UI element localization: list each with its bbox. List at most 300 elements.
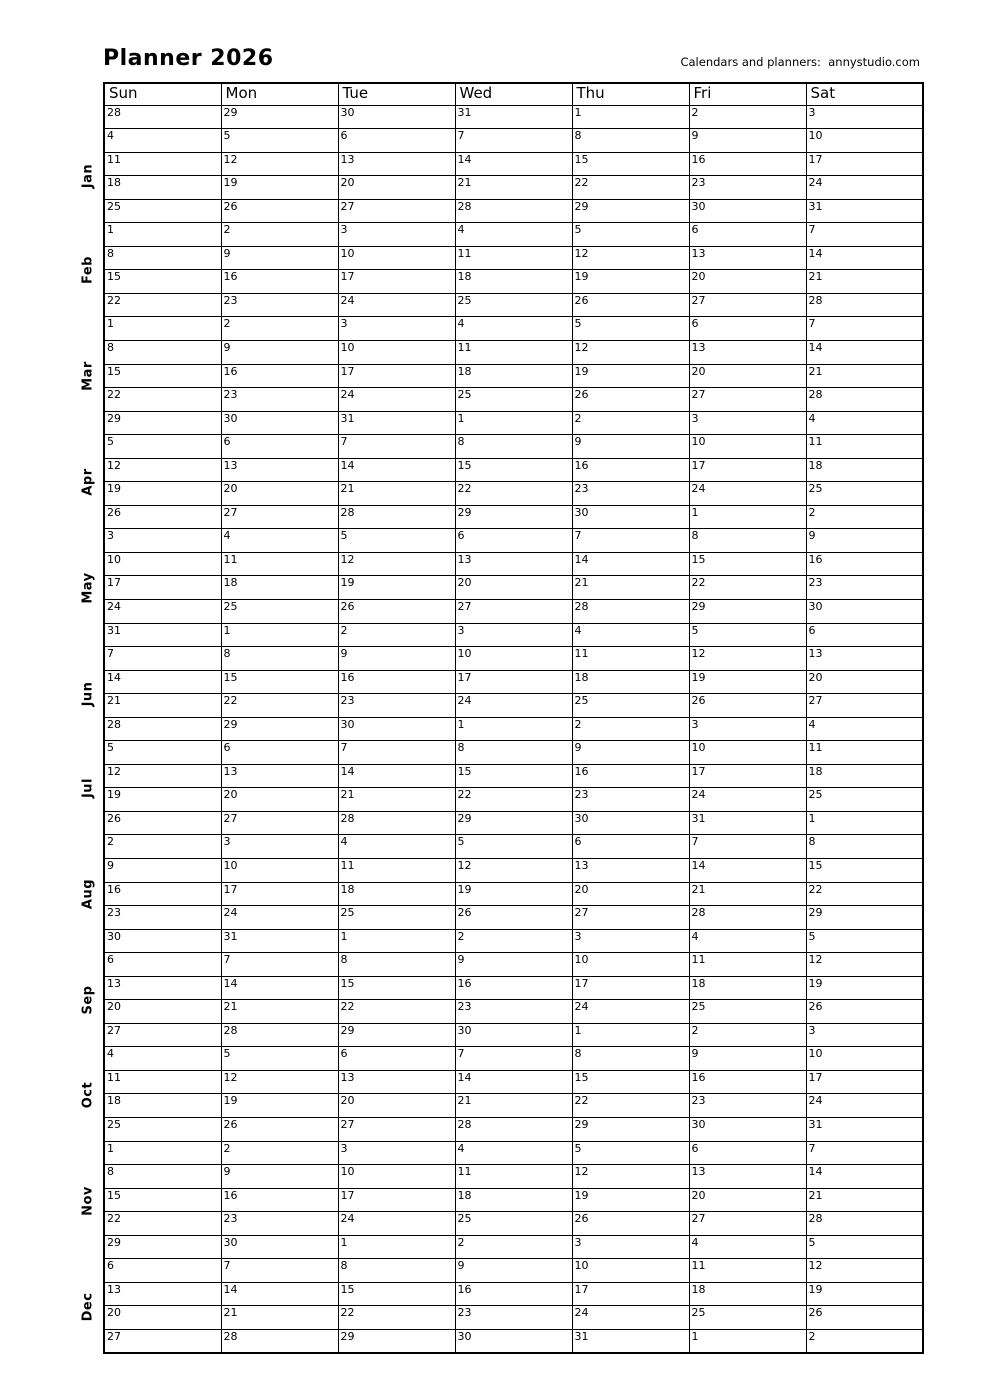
week-row (104, 411, 923, 435)
day-cell: 14 (806, 1165, 923, 1189)
day-cell: 30 (221, 411, 338, 435)
day-cell: 31 (689, 811, 806, 835)
day-cell: 17 (338, 1188, 455, 1212)
day-cell: 7 (572, 529, 689, 553)
day-cell: 31 (455, 105, 572, 129)
day-cell: 8 (455, 435, 572, 459)
day-cell: 29 (338, 1329, 455, 1353)
day-cell: 11 (104, 1070, 221, 1094)
day-cell: 30 (806, 599, 923, 623)
day-cell: 25 (221, 599, 338, 623)
week-row (104, 129, 923, 153)
day-cell: 27 (689, 1212, 806, 1236)
week-row (104, 529, 923, 553)
day-cell: 14 (221, 1282, 338, 1306)
day-cell: 30 (338, 717, 455, 741)
month-label-jun: Jun (80, 681, 96, 707)
day-cell: 4 (338, 835, 455, 859)
day-cell: 22 (338, 1306, 455, 1330)
weekday-header-row (104, 83, 923, 105)
day-cell: 16 (221, 364, 338, 388)
day-cell: 8 (338, 953, 455, 977)
day-cell: 30 (221, 1235, 338, 1259)
day-cell: 1 (572, 105, 689, 129)
day-cell: 10 (221, 859, 338, 883)
day-cell: 13 (104, 976, 221, 1000)
day-cell: 1 (338, 929, 455, 953)
day-cell: 21 (806, 1188, 923, 1212)
day-cell: 25 (806, 482, 923, 506)
day-cell: 2 (572, 411, 689, 435)
day-cell: 9 (221, 246, 338, 270)
day-cell: 10 (338, 246, 455, 270)
weekday-header: Sun (104, 83, 221, 105)
day-cell: 22 (689, 576, 806, 600)
day-cell: 14 (455, 1070, 572, 1094)
day-cell: 28 (806, 388, 923, 412)
week-row (104, 1000, 923, 1024)
day-cell: 9 (572, 741, 689, 765)
day-cell: 10 (689, 741, 806, 765)
day-cell: 30 (338, 105, 455, 129)
day-cell: 1 (338, 1235, 455, 1259)
day-cell: 13 (221, 458, 338, 482)
day-cell: 22 (104, 388, 221, 412)
day-cell: 27 (689, 293, 806, 317)
day-cell: 7 (806, 317, 923, 341)
day-cell: 17 (104, 576, 221, 600)
day-cell: 30 (689, 199, 806, 223)
day-cell: 24 (572, 1306, 689, 1330)
day-cell: 23 (455, 1000, 572, 1024)
day-cell: 2 (689, 1023, 806, 1047)
day-cell: 7 (221, 953, 338, 977)
day-cell: 10 (572, 953, 689, 977)
day-cell: 19 (572, 270, 689, 294)
day-cell: 25 (455, 1212, 572, 1236)
day-cell: 5 (572, 317, 689, 341)
day-cell: 20 (689, 270, 806, 294)
week-row (104, 435, 923, 459)
day-cell: 14 (455, 152, 572, 176)
day-cell: 18 (455, 364, 572, 388)
week-row (104, 293, 923, 317)
day-cell: 23 (806, 576, 923, 600)
day-cell: 2 (689, 105, 806, 129)
day-cell: 12 (806, 953, 923, 977)
day-cell: 22 (455, 482, 572, 506)
weekday-header: Mon (221, 83, 338, 105)
day-cell: 21 (338, 788, 455, 812)
day-cell: 16 (104, 882, 221, 906)
day-cell: 22 (338, 1000, 455, 1024)
day-cell: 13 (689, 246, 806, 270)
day-cell: 26 (455, 906, 572, 930)
week-row (104, 717, 923, 741)
day-cell: 25 (689, 1306, 806, 1330)
day-cell: 10 (338, 340, 455, 364)
day-cell: 30 (572, 505, 689, 529)
day-cell: 5 (221, 1047, 338, 1071)
day-cell: 25 (104, 199, 221, 223)
day-cell: 28 (104, 717, 221, 741)
weekday-header: Wed (455, 83, 572, 105)
day-cell: 5 (572, 223, 689, 247)
month-label-jul: Jul (80, 778, 96, 799)
day-cell: 23 (104, 906, 221, 930)
day-cell: 28 (221, 1023, 338, 1047)
day-cell: 1 (455, 717, 572, 741)
day-cell: 15 (221, 670, 338, 694)
day-cell: 4 (806, 411, 923, 435)
day-cell: 22 (221, 694, 338, 718)
day-cell: 9 (806, 529, 923, 553)
day-cell: 8 (104, 340, 221, 364)
day-cell: 3 (338, 317, 455, 341)
day-cell: 6 (338, 129, 455, 153)
week-row (104, 1259, 923, 1283)
week-row (104, 1047, 923, 1071)
day-cell: 22 (572, 1094, 689, 1118)
week-row (104, 458, 923, 482)
day-cell: 10 (806, 129, 923, 153)
day-cell: 11 (104, 152, 221, 176)
day-cell: 10 (806, 1047, 923, 1071)
day-cell: 7 (806, 1141, 923, 1165)
week-row (104, 859, 923, 883)
day-cell: 14 (338, 764, 455, 788)
week-row (104, 811, 923, 835)
week-row (104, 1212, 923, 1236)
week-row (104, 953, 923, 977)
week-row (104, 670, 923, 694)
day-cell: 25 (572, 694, 689, 718)
week-row (104, 246, 923, 270)
day-cell: 9 (455, 953, 572, 977)
day-cell: 2 (806, 505, 923, 529)
day-cell: 30 (104, 929, 221, 953)
day-cell: 28 (104, 105, 221, 129)
week-row (104, 482, 923, 506)
day-cell: 10 (572, 1259, 689, 1283)
day-cell: 24 (455, 694, 572, 718)
day-cell: 3 (806, 105, 923, 129)
day-cell: 19 (104, 482, 221, 506)
day-cell: 18 (104, 1094, 221, 1118)
calendar-table (103, 82, 924, 1354)
month-label-feb: Feb (80, 256, 96, 285)
day-cell: 7 (221, 1259, 338, 1283)
day-cell: 9 (104, 859, 221, 883)
day-cell: 23 (689, 176, 806, 200)
day-cell: 2 (104, 835, 221, 859)
week-row (104, 623, 923, 647)
day-cell: 15 (572, 1070, 689, 1094)
day-cell: 20 (221, 788, 338, 812)
day-cell: 28 (455, 199, 572, 223)
day-cell: 22 (455, 788, 572, 812)
week-row (104, 1282, 923, 1306)
day-cell: 15 (572, 152, 689, 176)
day-cell: 11 (221, 552, 338, 576)
day-cell: 16 (455, 976, 572, 1000)
day-cell: 21 (221, 1000, 338, 1024)
day-cell: 24 (572, 1000, 689, 1024)
week-row (104, 647, 923, 671)
month-label-may: May (80, 572, 96, 604)
day-cell: 11 (689, 953, 806, 977)
day-cell: 1 (689, 505, 806, 529)
day-cell: 6 (689, 223, 806, 247)
day-cell: 15 (455, 458, 572, 482)
day-cell: 31 (104, 623, 221, 647)
day-cell: 3 (338, 223, 455, 247)
day-cell: 28 (689, 906, 806, 930)
week-row (104, 505, 923, 529)
day-cell: 13 (338, 1070, 455, 1094)
day-cell: 23 (221, 1212, 338, 1236)
day-cell: 27 (455, 599, 572, 623)
day-cell: 11 (806, 741, 923, 765)
day-cell: 16 (572, 458, 689, 482)
day-cell: 7 (104, 647, 221, 671)
day-cell: 28 (806, 1212, 923, 1236)
day-cell: 23 (221, 388, 338, 412)
month-label-aug: Aug (80, 879, 96, 910)
day-cell: 14 (572, 552, 689, 576)
day-cell: 15 (104, 364, 221, 388)
day-cell: 21 (455, 1094, 572, 1118)
day-cell: 17 (221, 882, 338, 906)
day-cell: 22 (806, 882, 923, 906)
day-cell: 26 (221, 1118, 338, 1142)
day-cell: 21 (221, 1306, 338, 1330)
day-cell: 17 (689, 764, 806, 788)
week-row (104, 388, 923, 412)
day-cell: 19 (455, 882, 572, 906)
day-cell: 29 (104, 1235, 221, 1259)
day-cell: 25 (806, 788, 923, 812)
day-cell: 6 (221, 741, 338, 765)
day-cell: 17 (806, 1070, 923, 1094)
day-cell: 31 (806, 199, 923, 223)
day-cell: 12 (572, 1165, 689, 1189)
week-row (104, 835, 923, 859)
day-cell: 18 (689, 1282, 806, 1306)
day-cell: 19 (221, 1094, 338, 1118)
day-cell: 14 (806, 340, 923, 364)
day-cell: 13 (221, 764, 338, 788)
day-cell: 2 (221, 223, 338, 247)
day-cell: 4 (806, 717, 923, 741)
day-cell: 20 (104, 1000, 221, 1024)
day-cell: 27 (338, 199, 455, 223)
day-cell: 3 (689, 411, 806, 435)
day-cell: 25 (455, 388, 572, 412)
day-cell: 16 (455, 1282, 572, 1306)
week-row (104, 694, 923, 718)
day-cell: 30 (455, 1329, 572, 1353)
day-cell: 26 (572, 1212, 689, 1236)
day-cell: 27 (104, 1023, 221, 1047)
day-cell: 3 (572, 929, 689, 953)
week-row (104, 976, 923, 1000)
day-cell: 18 (338, 882, 455, 906)
day-cell: 10 (689, 435, 806, 459)
day-cell: 25 (104, 1118, 221, 1142)
day-cell: 4 (104, 129, 221, 153)
day-cell: 21 (806, 270, 923, 294)
week-row (104, 788, 923, 812)
day-cell: 11 (338, 859, 455, 883)
day-cell: 26 (221, 199, 338, 223)
day-cell: 12 (689, 647, 806, 671)
day-cell: 27 (338, 1118, 455, 1142)
day-cell: 8 (104, 1165, 221, 1189)
day-cell: 20 (572, 882, 689, 906)
day-cell: 4 (455, 223, 572, 247)
day-cell: 1 (104, 317, 221, 341)
day-cell: 6 (806, 623, 923, 647)
day-cell: 27 (806, 694, 923, 718)
day-cell: 14 (806, 246, 923, 270)
day-cell: 11 (689, 1259, 806, 1283)
day-cell: 11 (572, 647, 689, 671)
week-row (104, 599, 923, 623)
day-cell: 24 (338, 388, 455, 412)
day-cell: 2 (572, 717, 689, 741)
day-cell: 5 (104, 435, 221, 459)
day-cell: 16 (338, 670, 455, 694)
day-cell: 12 (221, 152, 338, 176)
week-row (104, 199, 923, 223)
day-cell: 28 (221, 1329, 338, 1353)
day-cell: 17 (572, 976, 689, 1000)
day-cell: 25 (338, 906, 455, 930)
day-cell: 20 (221, 482, 338, 506)
day-cell: 12 (806, 1259, 923, 1283)
day-cell: 20 (455, 576, 572, 600)
day-cell: 26 (104, 505, 221, 529)
day-cell: 7 (338, 741, 455, 765)
day-cell: 12 (221, 1070, 338, 1094)
day-cell: 21 (689, 882, 806, 906)
day-cell: 9 (338, 647, 455, 671)
day-cell: 28 (338, 811, 455, 835)
day-cell: 15 (338, 976, 455, 1000)
day-cell: 8 (221, 647, 338, 671)
day-cell: 26 (572, 388, 689, 412)
day-cell: 27 (104, 1329, 221, 1353)
day-cell: 4 (455, 317, 572, 341)
day-cell: 9 (572, 435, 689, 459)
day-cell: 11 (806, 435, 923, 459)
day-cell: 8 (689, 529, 806, 553)
day-cell: 1 (221, 623, 338, 647)
day-cell: 25 (455, 293, 572, 317)
day-cell: 4 (689, 1235, 806, 1259)
day-cell: 24 (689, 788, 806, 812)
day-cell: 31 (806, 1118, 923, 1142)
day-cell: 9 (689, 1047, 806, 1071)
day-cell: 26 (806, 1306, 923, 1330)
day-cell: 12 (338, 552, 455, 576)
day-cell: 11 (455, 246, 572, 270)
day-cell: 3 (221, 835, 338, 859)
day-cell: 20 (104, 1306, 221, 1330)
day-cell: 29 (104, 411, 221, 435)
day-cell: 16 (689, 1070, 806, 1094)
day-cell: 12 (572, 246, 689, 270)
day-cell: 20 (806, 670, 923, 694)
day-cell: 28 (572, 599, 689, 623)
day-cell: 14 (338, 458, 455, 482)
day-cell: 23 (338, 694, 455, 718)
weekday-header: Thu (572, 83, 689, 105)
day-cell: 26 (572, 293, 689, 317)
day-cell: 6 (338, 1047, 455, 1071)
day-cell: 13 (338, 152, 455, 176)
day-cell: 24 (806, 1094, 923, 1118)
day-cell: 16 (221, 1188, 338, 1212)
day-cell: 28 (455, 1118, 572, 1142)
day-cell: 4 (572, 623, 689, 647)
day-cell: 26 (806, 1000, 923, 1024)
week-row (104, 223, 923, 247)
weekday-header: Tue (338, 83, 455, 105)
day-cell: 8 (455, 741, 572, 765)
week-row (104, 1070, 923, 1094)
day-cell: 15 (338, 1282, 455, 1306)
day-cell: 20 (689, 1188, 806, 1212)
day-cell: 21 (455, 176, 572, 200)
day-cell: 1 (806, 811, 923, 835)
day-cell: 7 (806, 223, 923, 247)
day-cell: 21 (572, 576, 689, 600)
day-cell: 8 (104, 246, 221, 270)
week-row (104, 1329, 923, 1353)
day-cell: 9 (221, 1165, 338, 1189)
day-cell: 5 (572, 1141, 689, 1165)
day-cell: 2 (455, 1235, 572, 1259)
week-row (104, 764, 923, 788)
day-cell: 5 (338, 529, 455, 553)
day-cell: 24 (338, 293, 455, 317)
day-cell: 6 (104, 1259, 221, 1283)
day-cell: 2 (221, 1141, 338, 1165)
day-cell: 4 (455, 1141, 572, 1165)
week-row (104, 1235, 923, 1259)
month-label-mar: Mar (80, 361, 96, 392)
day-cell: 7 (455, 1047, 572, 1071)
day-cell: 2 (221, 317, 338, 341)
week-row (104, 152, 923, 176)
day-cell: 18 (455, 270, 572, 294)
day-cell: 22 (572, 176, 689, 200)
day-cell: 23 (572, 788, 689, 812)
day-cell: 8 (572, 129, 689, 153)
day-cell: 7 (338, 435, 455, 459)
day-cell: 9 (689, 129, 806, 153)
day-cell: 30 (689, 1118, 806, 1142)
day-cell: 29 (572, 1118, 689, 1142)
week-row (104, 1165, 923, 1189)
day-cell: 20 (689, 364, 806, 388)
week-row (104, 882, 923, 906)
week-row (104, 105, 923, 129)
week-row (104, 576, 923, 600)
day-cell: 8 (806, 835, 923, 859)
